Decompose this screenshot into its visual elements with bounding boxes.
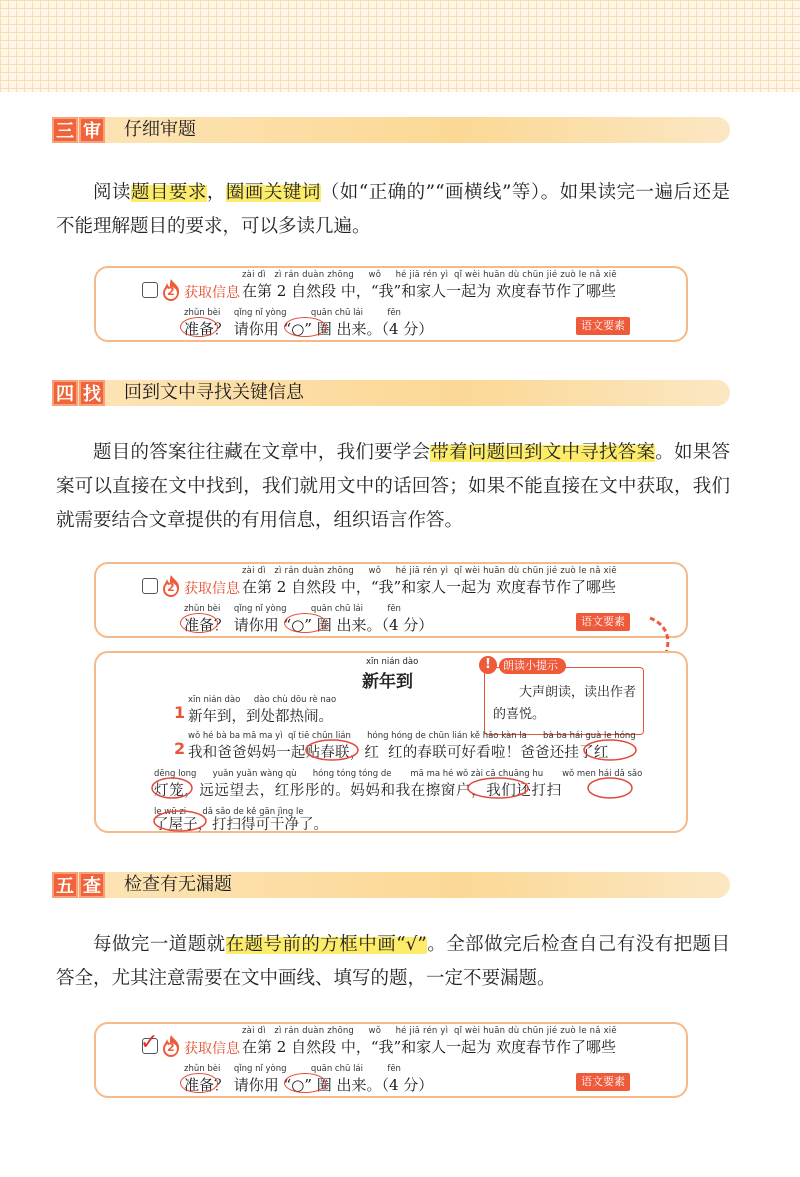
section-tag-char: 四: [52, 380, 78, 406]
pinyin-line: wǒ hé bà ba mā ma yì qǐ tiē chūn lián hóng hóng de chūn lián kě hǎo kàn la bà ba hái guà le hóng: [188, 731, 636, 741]
section-header-check: [52, 872, 730, 898]
annotation-circle: [180, 1073, 218, 1093]
question-text-line: 准备？ 请你用 “○” 圈 出来。（4 分）: [184, 320, 434, 338]
question-label: 获取信息: [184, 285, 240, 301]
question-text-line: 准备？ 请你用 “○” 圈 出来。（4 分）: [184, 616, 434, 634]
pinyin-line: zài dì zì rán duàn zhōng wǒ hé jiā rén yì qǐ wèi huān dù chūn jié zuò le nǎ xiē: [242, 270, 617, 280]
question-box: [94, 266, 688, 342]
section-tag: [52, 380, 106, 406]
pinyin-line: dēng long yuǎn yuǎn wàng qù hóng tóng tóng de mā ma hé wǒ zài cā chuāng hu wǒ men hái dǎ sǎo: [154, 769, 643, 779]
question-number: 2: [167, 285, 175, 298]
passage-line: 我和爸爸妈妈一起贴春联，红 红的春联可好看啦！爸爸还挂了红: [188, 745, 609, 761]
question-label: 获取信息: [184, 1041, 240, 1057]
exclamation-icon: !: [479, 656, 497, 674]
para-text: （如“正确的”“画横线”等）。如果读完一遍后还是不能理解题目的要求，可以多读几遍。: [56, 182, 730, 237]
section-title: 仔细审题: [124, 119, 196, 140]
pinyin-line: xīn nián dào dào chù dōu rè nao: [188, 695, 337, 705]
section-paragraph: [56, 436, 730, 538]
annotation-circle: [180, 317, 218, 337]
question-text-line: 在第 2 自然段 中，“我”和家人一起为 欢度春节作了哪些: [242, 1038, 616, 1056]
question-text-line: 准备？ 请你用 “○” 圈 出来。（4 分）: [184, 1076, 434, 1094]
section-title: 回到文中寻找关键信息: [124, 382, 304, 403]
pinyin-line: zhǔn bèi qǐng nǐ yòng quān chū lái fēn: [184, 1064, 401, 1074]
highlight-text: 在题号前的方框中画“√”: [225, 934, 427, 955]
reading-passage: [94, 651, 688, 833]
pinyin-line: zhǔn bèi qǐng nǐ yòng quān chū lái fēn: [184, 604, 401, 614]
question-number: 2: [167, 1041, 175, 1054]
tip-title: 朗读小提示: [499, 658, 566, 674]
annotation-circle: [284, 1073, 326, 1093]
paragraph-number: 2: [174, 739, 186, 758]
question-label: 获取信息: [184, 581, 240, 597]
section-tag-char: 五: [52, 872, 78, 898]
annotation-circle: [284, 613, 326, 633]
question-box: [94, 1022, 688, 1098]
passage-line: 了屋子，打扫得可干净了。: [154, 817, 328, 833]
para-text: 。如果答案可以直接在文中找到，我们就用文中的话回答；如果不能直接在文中获取，我们就需要结合文章提供的有用信息，组织语言作答。: [56, 442, 730, 531]
question-text-line: 在第 2 自然段 中，“我”和家人一起为 欢度春节作了哪些: [242, 282, 616, 300]
highlight-text: 带着问题回到文中寻找答案: [430, 442, 656, 463]
check-mark-icon: ✓: [140, 1030, 159, 1055]
highlight-text: 圈画关键词: [225, 182, 321, 203]
element-badge: 语文要素: [576, 613, 630, 631]
annotation-circle: [588, 778, 632, 798]
question-box: [94, 562, 688, 638]
annotation-circle: [284, 317, 326, 337]
question-text-line: 在第 2 自然段 中，“我”和家人一起为 欢度春节作了哪些: [242, 578, 616, 596]
section-tag: [52, 872, 106, 898]
reading-tip: [484, 657, 644, 735]
para-text: 题目的答案往往藏在文章中，我们要学会: [93, 442, 431, 463]
section-tag-char: 查: [79, 872, 105, 898]
paragraph-number: 1: [174, 703, 186, 722]
para-text: 阅读: [93, 182, 131, 203]
element-badge: 语文要素: [576, 1073, 630, 1091]
passage-line: 灯笼，远远望去，红彤彤的。妈妈和我在擦窗户，我们还打扫: [154, 783, 562, 799]
para-text: ，: [206, 182, 226, 203]
pinyin-line: zhǔn bèi qǐng nǐ yòng quān chū lái fēn: [184, 308, 401, 318]
passage-title: 新年到: [362, 672, 413, 692]
section-header-find: [52, 380, 730, 406]
element-badge: 语文要素: [576, 317, 630, 335]
answer-checkbox[interactable]: [142, 282, 158, 298]
para-text: 。全部做完后检查自己有没有把题目答全，尤其注意需要在文中画线、填写的题，一定不要漏题。: [56, 934, 730, 989]
highlight-text: 题目要求: [130, 182, 207, 203]
section-header-review: [52, 117, 730, 143]
pinyin-line: zài dì zì rán duàn zhōng wǒ hé jiā rén yì qǐ wèi huān dù chūn jié zuò le nǎ xiē: [242, 566, 617, 576]
section-paragraph: [56, 928, 730, 996]
section-tag-char: 审: [79, 117, 105, 143]
passage-line: 新年到，到处都热闹。: [188, 709, 333, 725]
header-grid-background: [0, 0, 800, 92]
annotation-circle: [180, 613, 218, 633]
section-title: 检查有无漏题: [124, 874, 232, 895]
section-paragraph: [56, 176, 730, 244]
para-text: 每做完一道题就: [93, 934, 226, 955]
section-tag-char: 三: [52, 117, 78, 143]
section-tag-char: 找: [79, 380, 105, 406]
pinyin-line: zài dì zì rán duàn zhōng wǒ hé jiā rén yì qǐ wèi huān dù chūn jié zuò le nǎ xiē: [242, 1026, 617, 1036]
tip-text: 大声朗读，读出作者的喜悦。: [493, 685, 637, 722]
answer-checkbox[interactable]: [142, 578, 158, 594]
passage-title-pinyin: xīn nián dào: [366, 657, 419, 667]
section-tag: [52, 117, 106, 143]
pinyin-line: le wū zi dǎ sǎo de kě gān jìng le: [154, 807, 304, 817]
question-number: 2: [167, 581, 175, 594]
